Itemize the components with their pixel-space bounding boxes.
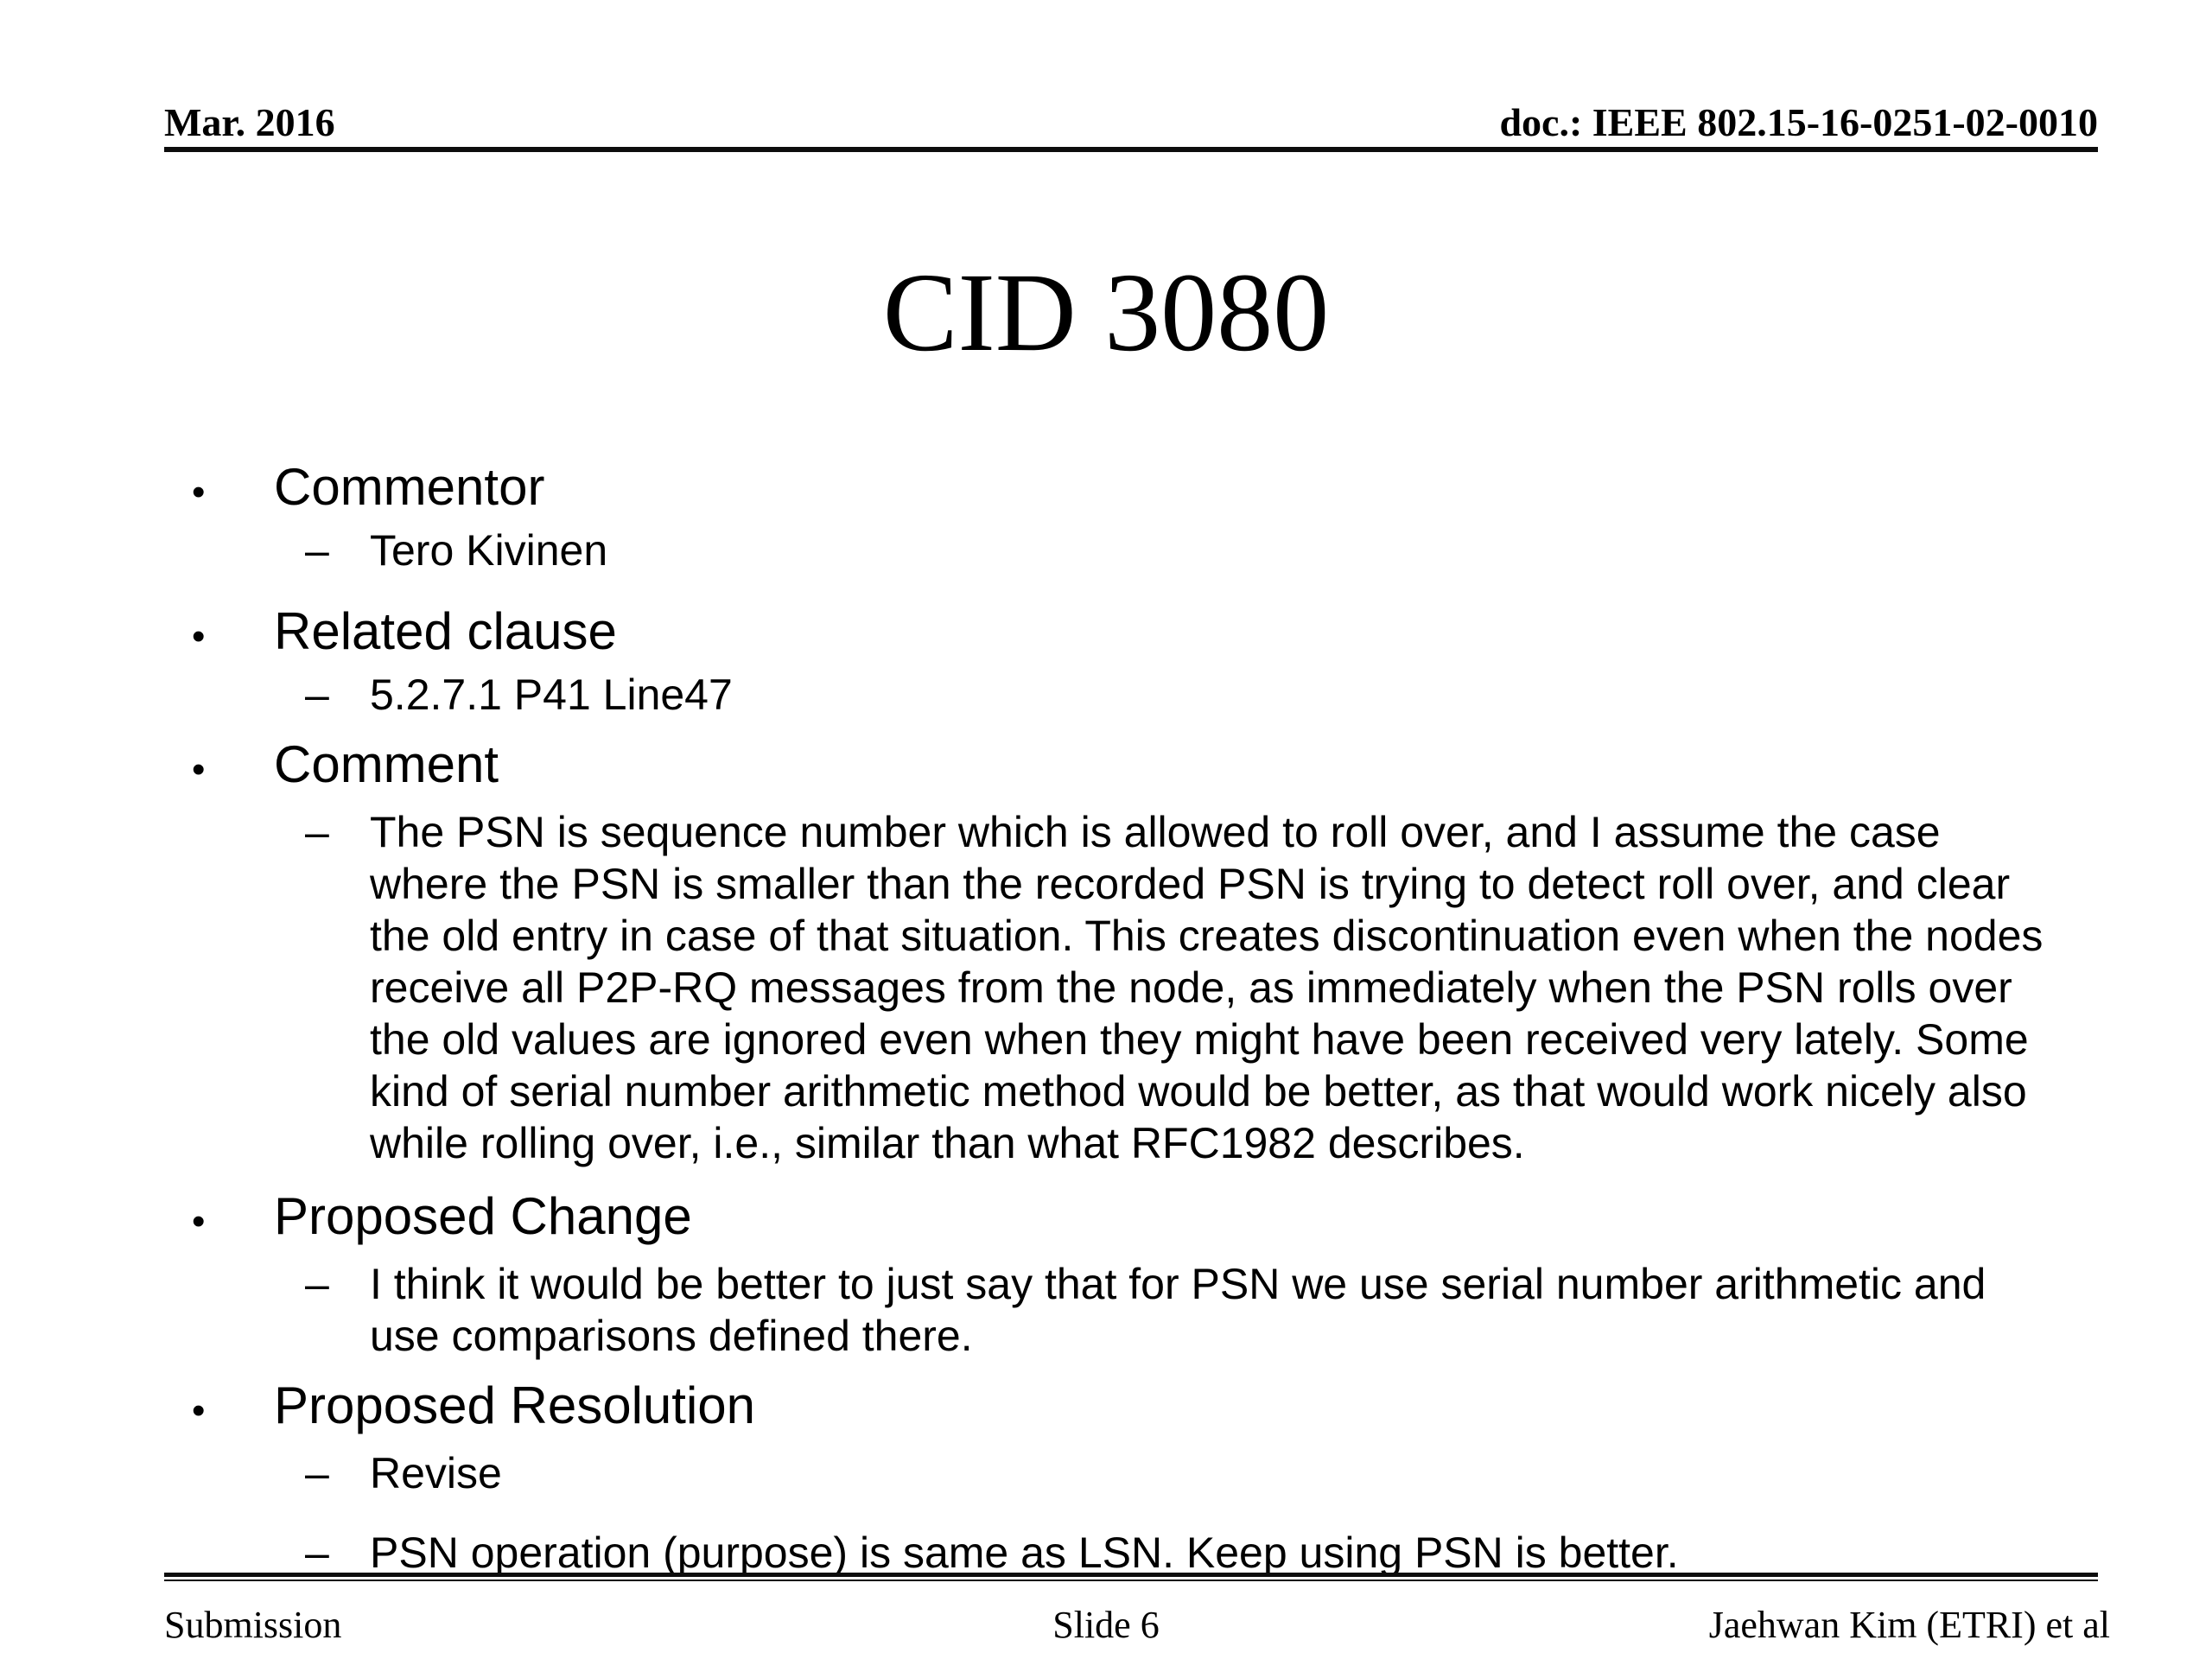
footer-submission: Submission (164, 1604, 342, 1646)
footer-author: Jaehwan Kim (ETRI) et al (1708, 1604, 2110, 1646)
footer-rule (164, 1573, 2098, 1581)
bullet-marker: • (192, 748, 206, 791)
bullet-item-related-clause (192, 600, 2091, 669)
bullet-marker: • (192, 1200, 206, 1243)
sub-item-line: while rolling over, i.e., similar than what RFC1982 describes. (370, 1119, 1525, 1167)
dash-marker: – (305, 1260, 329, 1308)
bullet-label: Comment (274, 735, 499, 793)
sub-item-line: the old values are ignored even when they might have been received very lately. Some (370, 1015, 2029, 1064)
dash-marker: – (305, 526, 329, 575)
sub-item-line: The PSN is sequence number which is allowed to roll over, and I assume the case (370, 808, 1941, 856)
sub-item-commentor-name (305, 524, 2091, 576)
sub-item-proposed-change-text (305, 1258, 2091, 1310)
sub-item-clause-ref (305, 669, 2091, 721)
dash-marker: – (305, 1449, 329, 1497)
bullet-item-commentor (192, 455, 2091, 524)
bullet-item-proposed-resolution (192, 1374, 2091, 1443)
sub-item-line: where the PSN is smaller than the recorded PSN is trying to detect roll over, and clear (370, 860, 2011, 908)
bullet-label: Commentor (274, 458, 545, 516)
sub-item-line: kind of serial number arithmetic method would be better, as that would work nicely also (370, 1067, 2027, 1116)
sub-item-text: Tero Kivinen (370, 526, 608, 575)
dash-marker: – (305, 808, 329, 856)
sub-item-text: Revise (370, 1449, 502, 1497)
bullet-label: Proposed Change (274, 1187, 692, 1245)
dash-marker: – (305, 1529, 329, 1577)
sub-item-revise (305, 1447, 2091, 1499)
sub-item-text: PSN operation (purpose) is same as LSN. Keep using PSN is better. (370, 1529, 1679, 1577)
bullet-marker: • (192, 471, 206, 513)
sub-item-line: the old entry in case of that situation. This creates discontinuation even when the nodes (370, 912, 2044, 960)
sub-item-psn-operation (305, 1527, 2091, 1579)
bullet-label: Related clause (274, 602, 617, 660)
bullet-label: Proposed Resolution (274, 1376, 756, 1434)
header-doc-number: doc.: IEEE 802.15-16-0251-02-0010 (1499, 100, 2098, 144)
sub-item-line: use comparisons defined there. (370, 1312, 973, 1360)
footer-slide-number: Slide 6 (1052, 1604, 1160, 1646)
sub-item-line: receive all P2P-RQ messages from the node, as immediately when the PSN rolls over (370, 963, 2012, 1012)
bullet-item-proposed-change (192, 1185, 2091, 1254)
bullet-marker: • (192, 615, 206, 658)
bullet-item-comment (192, 733, 2091, 802)
slide-title: CID 3080 (882, 251, 1330, 375)
bullet-marker: • (192, 1389, 206, 1432)
header-date: Mar. 2016 (164, 100, 335, 144)
sub-item-line: I think it would be better to just say that for PSN we use serial number arithmetic and (370, 1260, 1986, 1308)
sub-item-comment-text (305, 806, 2091, 858)
dash-marker: – (305, 671, 329, 719)
sub-item-text: 5.2.7.1 P41 Line47 (370, 671, 733, 719)
